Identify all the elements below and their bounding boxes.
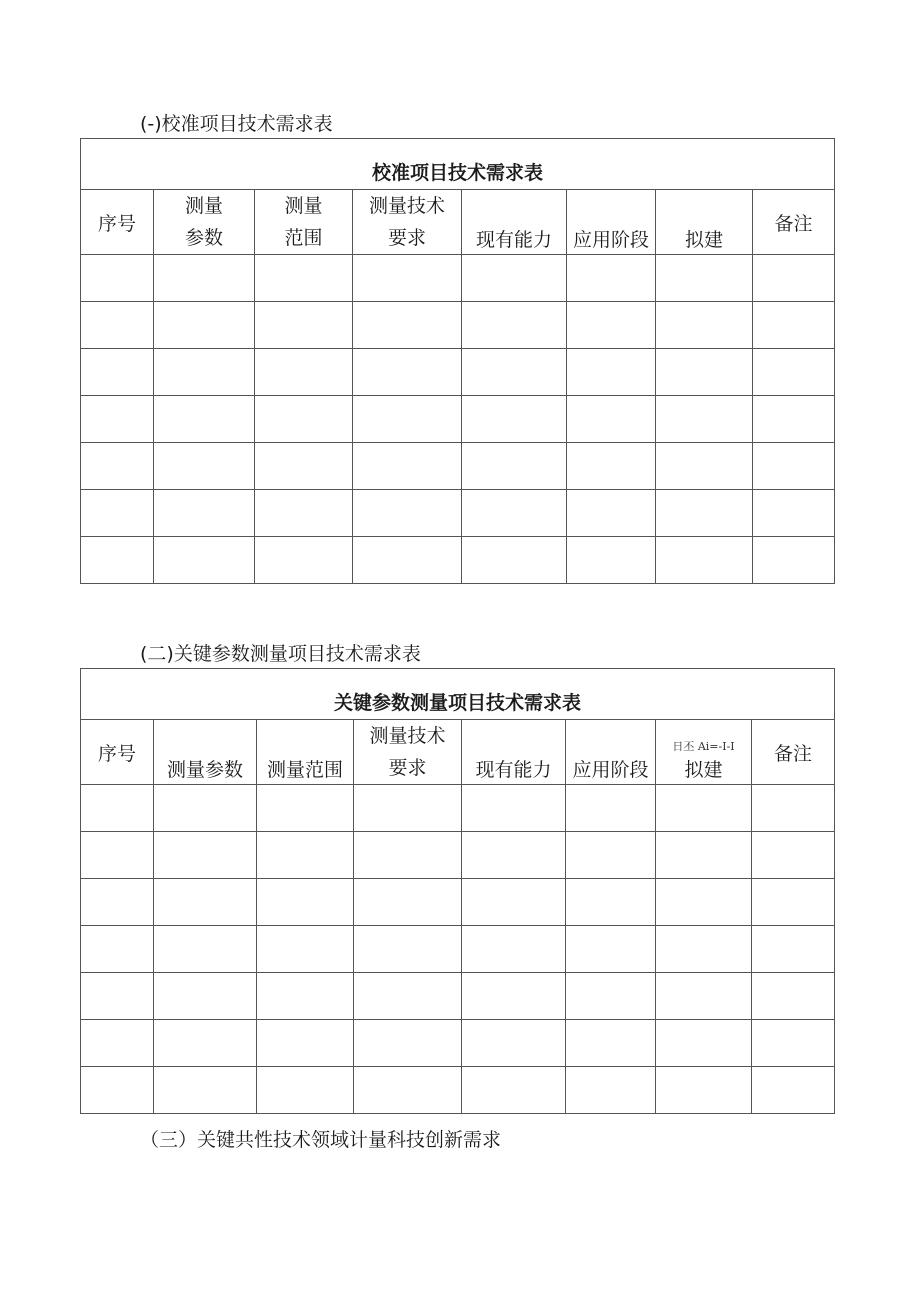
header-ability: 现有能力 xyxy=(462,190,567,255)
table-cell[interactable] xyxy=(566,973,656,1020)
table-row xyxy=(81,879,835,926)
table-cell[interactable] xyxy=(567,443,656,490)
header-seq: 序号 xyxy=(81,720,154,785)
table-cell[interactable] xyxy=(656,302,753,349)
table-cell[interactable] xyxy=(81,396,154,443)
table-cell[interactable] xyxy=(656,926,752,973)
table-row xyxy=(81,490,835,537)
table-cell[interactable] xyxy=(462,537,567,584)
table-cell[interactable] xyxy=(255,302,353,349)
table-row xyxy=(81,926,835,973)
section-2-heading: (二)关键参数测量项目技术需求表 xyxy=(140,643,421,665)
table-cell[interactable] xyxy=(353,443,462,490)
table-cell[interactable] xyxy=(462,1020,566,1067)
table-cell[interactable] xyxy=(81,1067,154,1114)
header-plan: 日丕 Ai=-I-I 拟建 xyxy=(656,720,752,785)
table-cell[interactable] xyxy=(656,490,753,537)
header-tech: 测量技术 要求 xyxy=(354,720,462,785)
table-cell[interactable] xyxy=(354,785,462,832)
table-cell[interactable] xyxy=(656,1067,752,1114)
table-cell[interactable] xyxy=(753,255,835,302)
table-row xyxy=(81,443,835,490)
table-cell[interactable] xyxy=(753,537,835,584)
table-cell[interactable] xyxy=(81,879,154,926)
table-cell[interactable] xyxy=(753,349,835,396)
table-cell[interactable] xyxy=(752,926,835,973)
table-row xyxy=(81,396,835,443)
table-cell[interactable] xyxy=(752,879,835,926)
table-cell[interactable] xyxy=(566,1020,656,1067)
table-cell[interactable] xyxy=(255,349,353,396)
table-row xyxy=(81,302,835,349)
header-note: 备注 xyxy=(752,720,835,785)
table-cell[interactable] xyxy=(81,926,154,973)
table-cell[interactable] xyxy=(154,537,255,584)
table-cell[interactable] xyxy=(354,1020,462,1067)
table-cell[interactable] xyxy=(154,926,257,973)
table-cell[interactable] xyxy=(81,302,154,349)
table-cell[interactable] xyxy=(154,832,257,879)
table-cell[interactable] xyxy=(354,926,462,973)
table-cell[interactable] xyxy=(154,879,257,926)
table-cell[interactable] xyxy=(566,879,656,926)
table-row xyxy=(81,349,835,396)
table-cell[interactable] xyxy=(81,973,154,1020)
table-row xyxy=(81,537,835,584)
section-3-heading: （三）关键共性技术领域计量科技创新需求 xyxy=(140,1129,502,1151)
header-ability: 现有能力 xyxy=(462,720,566,785)
table-cell[interactable] xyxy=(81,255,154,302)
table-cell[interactable] xyxy=(656,832,752,879)
table-cell[interactable] xyxy=(154,1020,257,1067)
table-cell[interactable] xyxy=(566,926,656,973)
table-cell[interactable] xyxy=(753,302,835,349)
table-cell[interactable] xyxy=(462,302,567,349)
table-cell[interactable] xyxy=(462,255,567,302)
header-tech: 测量技术 要求 xyxy=(353,190,462,255)
table-cell[interactable] xyxy=(154,785,257,832)
table-cell[interactable] xyxy=(566,1067,656,1114)
table-cell[interactable] xyxy=(567,537,656,584)
header-stage: 应用阶段 xyxy=(566,720,656,785)
calibration-table xyxy=(80,138,835,584)
table-cell[interactable] xyxy=(753,396,835,443)
table-cell[interactable] xyxy=(257,785,354,832)
header-plan-noise: 日丕 Ai=-I-I xyxy=(672,740,735,753)
table-cell[interactable] xyxy=(81,1020,154,1067)
table-cell[interactable] xyxy=(462,832,566,879)
table-cell[interactable] xyxy=(656,1020,752,1067)
table-cell[interactable] xyxy=(354,879,462,926)
key-parameter-table xyxy=(80,668,835,1114)
table-cell[interactable] xyxy=(353,302,462,349)
table-cell[interactable] xyxy=(81,832,154,879)
table-cell[interactable] xyxy=(154,396,255,443)
table-cell[interactable] xyxy=(567,490,656,537)
table-cell[interactable] xyxy=(353,490,462,537)
table-cell[interactable] xyxy=(255,443,353,490)
table-cell[interactable] xyxy=(462,349,567,396)
table-cell[interactable] xyxy=(154,973,257,1020)
table-title: 校准项目技术需求表 xyxy=(81,139,835,190)
table-cell[interactable] xyxy=(154,443,255,490)
table-cell[interactable] xyxy=(462,926,566,973)
table-cell[interactable] xyxy=(462,443,567,490)
table-cell[interactable] xyxy=(255,396,353,443)
table-cell[interactable] xyxy=(81,490,154,537)
table-cell[interactable] xyxy=(656,785,752,832)
table-row xyxy=(81,832,835,879)
table-cell[interactable] xyxy=(462,973,566,1020)
table-cell[interactable] xyxy=(752,832,835,879)
table-cell[interactable] xyxy=(462,785,566,832)
header-range: 测量范围 xyxy=(257,720,354,785)
table-cell[interactable] xyxy=(81,537,154,584)
header-param: 测量参数 xyxy=(154,720,257,785)
table-cell[interactable] xyxy=(656,973,752,1020)
table-cell[interactable] xyxy=(255,490,353,537)
table-cell[interactable] xyxy=(257,1067,354,1114)
table-cell[interactable] xyxy=(255,255,353,302)
header-note: 备注 xyxy=(753,190,835,255)
table-cell[interactable] xyxy=(154,302,255,349)
table-cell[interactable] xyxy=(81,443,154,490)
table-cell[interactable] xyxy=(656,879,752,926)
table-cell[interactable] xyxy=(81,349,154,396)
table-cell[interactable] xyxy=(257,1020,354,1067)
table-cell[interactable] xyxy=(354,973,462,1020)
table-cell[interactable] xyxy=(354,1067,462,1114)
table-row xyxy=(81,1020,835,1067)
table-cell[interactable] xyxy=(462,879,566,926)
table-cell[interactable] xyxy=(154,490,255,537)
table-cell[interactable] xyxy=(154,255,255,302)
header-plan: 拟建 xyxy=(656,190,753,255)
table-cell[interactable] xyxy=(462,396,567,443)
table-cell[interactable] xyxy=(567,302,656,349)
table-cell[interactable] xyxy=(753,443,835,490)
table-cell[interactable] xyxy=(353,349,462,396)
table-cell[interactable] xyxy=(353,396,462,443)
table-cell[interactable] xyxy=(154,349,255,396)
table-cell[interactable] xyxy=(257,973,354,1020)
table-cell[interactable] xyxy=(462,1067,566,1114)
table-cell[interactable] xyxy=(353,255,462,302)
table-row xyxy=(81,255,835,302)
table-cell[interactable] xyxy=(656,396,753,443)
table-cell[interactable] xyxy=(154,1067,257,1114)
table-cell[interactable] xyxy=(462,490,567,537)
table-cell[interactable] xyxy=(566,785,656,832)
table-cell[interactable] xyxy=(752,1067,835,1114)
table-row xyxy=(81,785,835,832)
header-range: 测量 范围 xyxy=(255,190,353,255)
table-title: 关键参数测量项目技术需求表 xyxy=(81,669,835,720)
table-cell[interactable] xyxy=(567,349,656,396)
header-seq: 序号 xyxy=(81,190,154,255)
table-cell[interactable] xyxy=(81,785,154,832)
header-param: 测量 参数 xyxy=(154,190,255,255)
table-cell[interactable] xyxy=(255,537,353,584)
table-cell[interactable] xyxy=(656,255,753,302)
table-cell[interactable] xyxy=(753,490,835,537)
table-cell[interactable] xyxy=(257,832,354,879)
table-cell[interactable] xyxy=(656,443,753,490)
table-cell[interactable] xyxy=(752,1020,835,1067)
table-cell[interactable] xyxy=(354,832,462,879)
header-stage: 应用阶段 xyxy=(567,190,656,255)
table-cell[interactable] xyxy=(752,785,835,832)
table-row xyxy=(81,1067,835,1114)
section-1-heading: (-)校准项目技术需求表 xyxy=(140,113,333,135)
table-cell[interactable] xyxy=(257,879,354,926)
table-cell[interactable] xyxy=(257,926,354,973)
table-cell[interactable] xyxy=(566,832,656,879)
table-cell[interactable] xyxy=(752,973,835,1020)
table-cell[interactable] xyxy=(656,349,753,396)
table-cell[interactable] xyxy=(567,255,656,302)
table-cell[interactable] xyxy=(567,396,656,443)
table-cell[interactable] xyxy=(656,537,753,584)
table-row xyxy=(81,973,835,1020)
table-cell[interactable] xyxy=(353,537,462,584)
